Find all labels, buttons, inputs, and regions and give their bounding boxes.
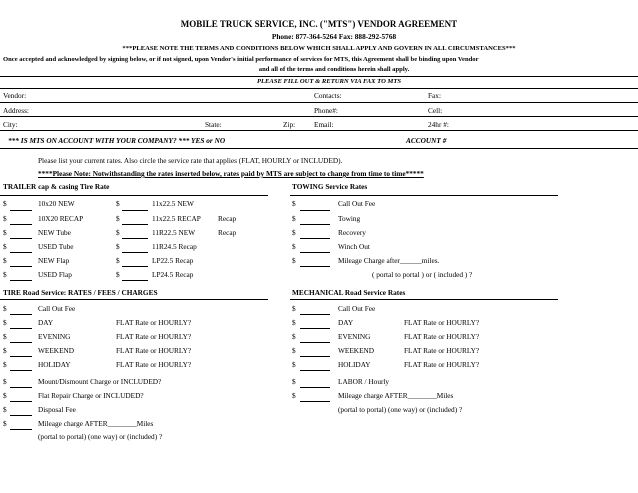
towing-item: Winch Out <box>338 242 370 251</box>
currency-sign: $ <box>116 214 120 223</box>
divider <box>0 299 268 300</box>
divider <box>0 76 638 77</box>
zip-label: Zip: <box>283 120 296 129</box>
rate-blank[interactable] <box>300 387 330 388</box>
divider <box>0 88 638 89</box>
trailer-item: NEW Flap <box>38 256 70 265</box>
tire-road-item: EVENING <box>38 332 71 341</box>
rate-blank[interactable] <box>122 224 148 225</box>
phone-label: Phone#: <box>314 106 338 115</box>
towing-item: Recovery <box>338 228 366 237</box>
currency-sign: $ <box>292 256 296 265</box>
currency-sign: $ <box>292 377 296 386</box>
mechanical-extra: LABOR / Hourly <box>338 377 390 386</box>
towing-item: Call Out Fee <box>338 199 376 208</box>
rate-blank[interactable] <box>300 328 330 329</box>
currency-sign: $ <box>3 304 7 313</box>
currency-sign: $ <box>3 228 7 237</box>
rate-blank[interactable] <box>10 356 32 357</box>
account-question: *** IS MTS ON ACCOUNT WITH YOUR COMPANY? *** YES or NO <box>8 136 226 145</box>
address-label: Address: <box>3 106 29 115</box>
rate-blank[interactable] <box>300 210 330 211</box>
divider <box>0 195 268 196</box>
currency-sign: $ <box>292 360 296 369</box>
rate-blank[interactable] <box>300 370 330 371</box>
rate-type-option[interactable]: FLAT Rate or HOURLY? <box>116 360 192 369</box>
tire-road-item: HOLIDAY <box>38 360 71 369</box>
trailer-item: 11R22.5 NEW <box>152 228 196 237</box>
hr24-label: 24hr #: <box>428 120 449 129</box>
account-number-label: ACCOUNT # <box>406 136 447 145</box>
tire-road-item: WEEKEND <box>38 346 75 355</box>
divider <box>290 299 558 300</box>
currency-sign: $ <box>116 270 120 279</box>
currency-sign: $ <box>3 256 7 265</box>
rates-change-note: ****Please Note: Notwithstanding the rates inserted below, rates paid by MTS are subject to change from time to time***** <box>38 169 424 178</box>
rate-blank[interactable] <box>10 210 32 211</box>
vendor-row-line[interactable] <box>0 102 638 103</box>
mechanical-extra: Mileage charge AFTER________Miles <box>338 391 454 400</box>
tire-road-extra: Flat Repair Charge or INCLUDED? <box>38 391 144 400</box>
state-label: State: <box>205 120 222 129</box>
fax-instruction: PLEASE FILL OUT & RETURN VIA FAX TO MTS <box>256 78 402 85</box>
rate-blank[interactable] <box>122 238 148 239</box>
currency-sign: $ <box>3 419 7 428</box>
currency-sign: $ <box>3 346 7 355</box>
rate-blank[interactable] <box>10 328 32 329</box>
mechanical-item: Call Out Fee <box>338 304 376 313</box>
rate-blank[interactable] <box>300 266 330 267</box>
currency-sign: $ <box>3 405 7 414</box>
rate-blank[interactable] <box>122 210 148 211</box>
rates-instruction: Please list your current rates. Also circle the service rate that applies (FLAT, HOURLY or INCLUDED). <box>38 156 343 165</box>
mechanical-item: DAY <box>338 318 354 327</box>
currency-sign: $ <box>292 391 296 400</box>
trailer-item-extra: Recap <box>218 228 237 237</box>
trailer-item: 11R24.5 Recap <box>152 242 197 251</box>
rate-blank[interactable] <box>300 342 330 343</box>
currency-sign: $ <box>3 332 7 341</box>
rate-blank[interactable] <box>300 238 330 239</box>
currency-sign: $ <box>116 242 120 251</box>
rate-blank[interactable] <box>122 266 148 267</box>
rate-type-option[interactable]: FLAT Rate or HOURLY? <box>404 318 480 327</box>
rate-blank[interactable] <box>300 356 330 357</box>
tire-road-item: Call Out Fee <box>38 304 76 313</box>
rate-blank[interactable] <box>10 370 32 371</box>
rate-type-option[interactable]: FLAT Rate or HOURLY? <box>404 332 480 341</box>
trailer-item: 10X20 RECAP <box>38 214 84 223</box>
towing-item: Towing <box>338 214 361 223</box>
rate-blank[interactable] <box>300 401 330 402</box>
rate-type-option[interactable]: FLAT Rate or HOURLY? <box>404 346 480 355</box>
currency-sign: $ <box>3 318 7 327</box>
mechanical-item: WEEKEND <box>338 346 375 355</box>
address-row-line[interactable] <box>0 116 638 117</box>
currency-sign: $ <box>116 228 120 237</box>
trailer-item: 11x22.5 RECAP <box>152 214 201 223</box>
trailer-item: USED Tube <box>38 242 74 251</box>
trailer-item: LP24.5 Recap <box>152 270 194 279</box>
rate-blank[interactable] <box>10 280 32 281</box>
agreement-text-line1: Once accepted and acknowledged by signing below, or if not signed, upon Vendor's initial performance of services for MTS, this Agreement shall be binding upon Vendor <box>3 56 479 63</box>
currency-sign: $ <box>292 332 296 341</box>
mechanical-portal-option: (portal to portal) (one way) or (included) ? <box>338 405 463 414</box>
currency-sign: $ <box>292 346 296 355</box>
currency-sign: $ <box>3 360 7 369</box>
rate-blank[interactable] <box>300 314 330 315</box>
currency-sign: $ <box>116 199 120 208</box>
currency-sign: $ <box>3 377 7 386</box>
terms-note: ***PLEASE NOTE THE TERMS AND CONDITIONS BELOW WHICH SHALL APPLY AND GOVERN IN ALL CIRCUMSTANCES*** <box>122 45 516 52</box>
towing-section-title: TOWING Service Rates <box>292 182 368 191</box>
trailer-item: NEW Tube <box>38 228 71 237</box>
rate-blank[interactable] <box>10 266 32 267</box>
trailer-item-extra: Recap <box>218 214 237 223</box>
email-label: Email: <box>314 120 334 129</box>
contacts-label: Contacts: <box>314 91 342 100</box>
tire-road-extra: Disposal Fee <box>38 405 76 414</box>
rate-blank[interactable] <box>300 252 330 253</box>
currency-sign: $ <box>3 242 7 251</box>
tire-road-section-title: TIRE Road Service: RATES / FEES / CHARGES <box>3 288 158 297</box>
currency-sign: $ <box>3 391 7 400</box>
currency-sign: $ <box>292 228 296 237</box>
tire-road-extra: Mileage charge AFTER________Miles <box>38 419 154 428</box>
rate-blank[interactable] <box>10 429 32 430</box>
rate-blank[interactable] <box>10 252 32 253</box>
currency-sign: $ <box>3 270 7 279</box>
tire-road-extra: Mount/Dismount Charge or INCLUDED? <box>38 377 162 386</box>
rate-blank[interactable] <box>122 252 148 253</box>
currency-sign: $ <box>292 318 296 327</box>
rate-blank[interactable] <box>10 387 32 388</box>
currency-sign: $ <box>116 256 120 265</box>
agreement-text-line2: and all of the terms and conditions herein shall apply. <box>258 66 410 73</box>
tire-road-item: DAY <box>38 318 54 327</box>
trailer-item: 11x22.5 NEW <box>152 199 194 208</box>
mechanical-item: EVENING <box>338 332 371 341</box>
rate-type-option[interactable]: FLAT Rate or HOURLY? <box>404 360 480 369</box>
form-title: MOBILE TRUCK SERVICE, INC. ("MTS") VENDOR AGREEMENT <box>180 19 458 29</box>
mechanical-item: HOLIDAY <box>338 360 371 369</box>
trailer-item: LP22.5 Recap <box>152 256 194 265</box>
rate-blank[interactable] <box>122 280 148 281</box>
rate-blank[interactable] <box>10 415 32 416</box>
mechanical-section-title: MECHANICAL Road Service Rates <box>292 288 406 297</box>
trailer-section-title: TRAILER cap & casing Tire Rate <box>3 182 110 191</box>
currency-sign: $ <box>292 242 296 251</box>
vendor-label: Vendor: <box>3 91 27 100</box>
towing-item: Mileage Charge after______miles. <box>338 256 440 265</box>
trailer-item: 10x20 NEW <box>38 199 75 208</box>
rate-blank[interactable] <box>10 224 32 225</box>
rate-blank[interactable] <box>10 342 32 343</box>
towing-portal-option: ( portal to portal ) or ( included ) ? <box>372 270 473 279</box>
rate-blank[interactable] <box>300 224 330 225</box>
tire-road-portal-option: (portal to portal) (one way) or (included) ? <box>38 432 163 441</box>
city-row-line[interactable] <box>0 130 638 131</box>
rate-type-option[interactable]: FLAT Rate or HOURLY? <box>116 346 192 355</box>
currency-sign: $ <box>292 214 296 223</box>
rate-blank[interactable] <box>10 238 32 239</box>
rate-type-option[interactable]: FLAT Rate or HOURLY? <box>116 318 192 327</box>
phone-fax-line: Phone: 877-364-5264 Fax: 888-292-5768 <box>271 32 397 41</box>
rate-blank[interactable] <box>10 314 32 315</box>
divider <box>290 195 558 196</box>
rate-type-option[interactable]: FLAT Rate or HOURLY? <box>116 332 192 341</box>
divider <box>0 148 638 149</box>
fax-label: Fax: <box>428 91 441 100</box>
trailer-item: USED Flap <box>38 270 72 279</box>
currency-sign: $ <box>292 304 296 313</box>
city-label: City: <box>3 120 18 129</box>
currency-sign: $ <box>3 214 7 223</box>
cell-label: Cell: <box>428 106 443 115</box>
currency-sign: $ <box>3 199 7 208</box>
currency-sign: $ <box>292 199 296 208</box>
rate-blank[interactable] <box>10 401 32 402</box>
